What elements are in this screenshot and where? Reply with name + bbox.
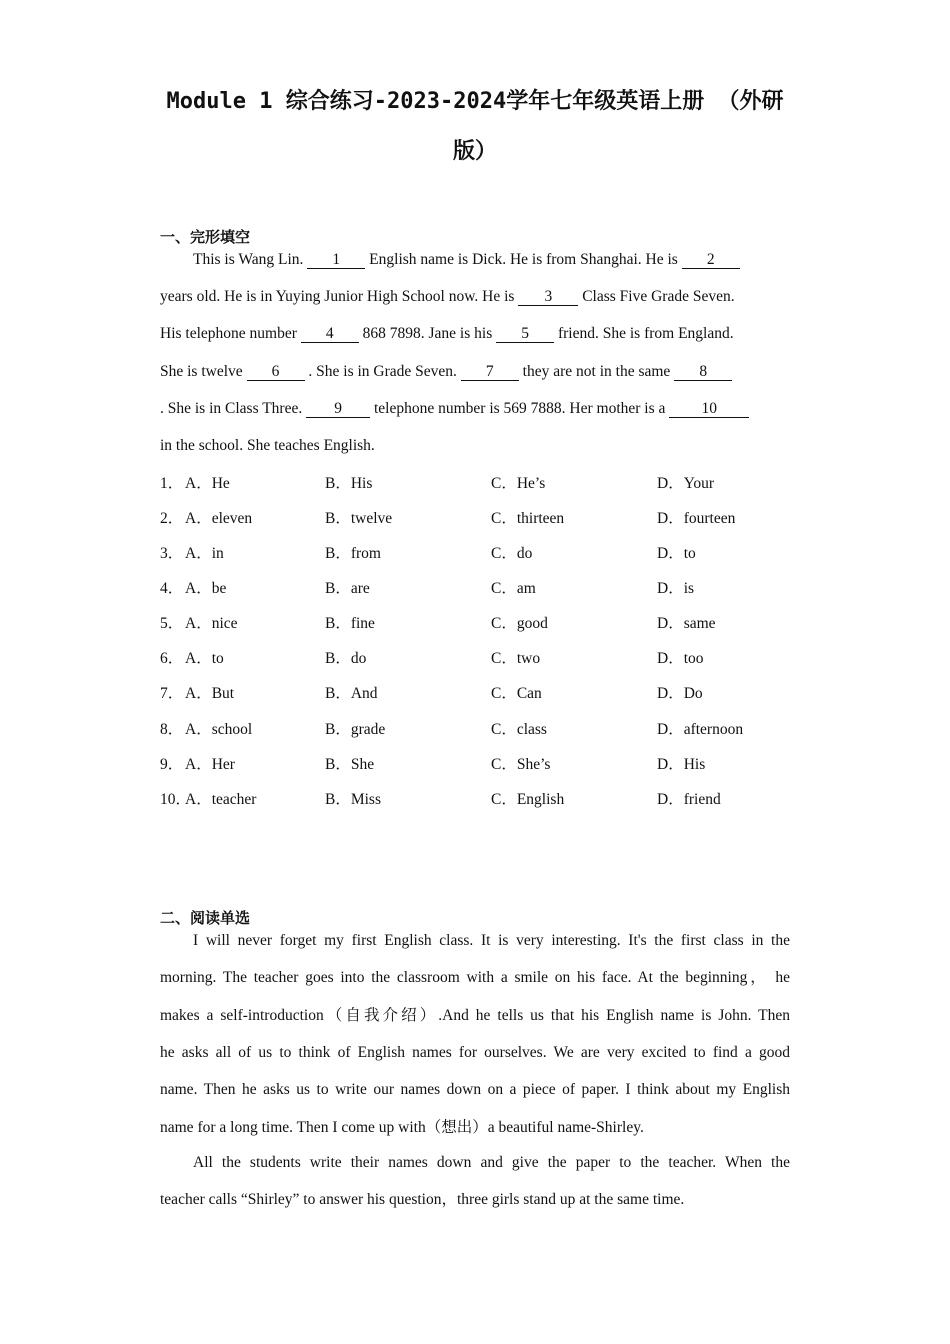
document-title-line-1: Module 1 综合练习-2023-2024学年七年级英语上册 （外研 bbox=[166, 89, 784, 114]
passage-line: years old. He is in Yuying Junior High School now. He is 3 Class Five Grade Seven. bbox=[160, 288, 735, 305]
option-d[interactable]: D．Do bbox=[657, 685, 703, 702]
option-b[interactable]: B．fine bbox=[325, 615, 375, 632]
option-b[interactable]: B．And bbox=[325, 685, 378, 702]
option-c[interactable]: C．thirteen bbox=[491, 510, 565, 527]
option-c[interactable]: C．two bbox=[491, 650, 541, 667]
question-number: 1． bbox=[160, 475, 184, 492]
option-a[interactable]: A．be bbox=[185, 580, 227, 597]
option-row bbox=[160, 787, 800, 809]
option-b[interactable]: B．twelve bbox=[325, 510, 393, 527]
option-d[interactable]: D．is bbox=[657, 580, 695, 597]
option-a[interactable]: A．But bbox=[185, 685, 235, 702]
passage-line: in the school. She teaches English. bbox=[160, 437, 375, 454]
option-a[interactable]: A．He bbox=[185, 475, 230, 492]
reading-line: name for a long time. Then I come up with（想出）a beautiful name-Shirley. bbox=[160, 1119, 644, 1136]
reading-line: morning. The teacher goes into the classroom with a smile on his face. At the beginning， he bbox=[160, 969, 790, 986]
option-c[interactable]: C．She’s bbox=[491, 756, 551, 773]
option-row bbox=[160, 471, 800, 493]
question-number: 3． bbox=[160, 545, 184, 562]
question-number: 5． bbox=[160, 615, 184, 632]
option-d[interactable]: D．friend bbox=[657, 791, 721, 808]
passage-line: She is twelve 6 . She is in Grade Seven. 7 they are not in the same 8 bbox=[160, 362, 790, 382]
document-title-line-2: 版） bbox=[452, 139, 497, 164]
option-row bbox=[160, 506, 800, 528]
option-b[interactable]: B．do bbox=[325, 650, 367, 667]
reading-line: All the students write their names down and give the paper to the teacher. When the bbox=[193, 1154, 790, 1171]
option-b[interactable]: B．grade bbox=[325, 721, 386, 738]
option-b[interactable]: B．His bbox=[325, 475, 373, 492]
blank-2[interactable]: 2 bbox=[682, 251, 740, 269]
option-c[interactable]: C．am bbox=[491, 580, 536, 597]
blank-1[interactable]: 1 bbox=[307, 251, 365, 269]
blank-5[interactable]: 5 bbox=[496, 325, 554, 343]
passage-line: This is Wang Lin. 1 English name is Dick. He is from Shanghai. He is 2 bbox=[193, 250, 790, 270]
option-row bbox=[160, 717, 800, 739]
option-c[interactable]: C．He’s bbox=[491, 475, 546, 492]
blank-8[interactable]: 8 bbox=[674, 363, 732, 381]
option-a[interactable]: A．to bbox=[185, 650, 224, 667]
option-c[interactable]: C．class bbox=[491, 721, 547, 738]
section-heading-reading: 二、阅读单选 bbox=[160, 909, 251, 927]
question-number: 9． bbox=[160, 756, 184, 773]
option-a[interactable]: A．Her bbox=[185, 756, 235, 773]
question-number: 4． bbox=[160, 580, 184, 597]
question-number: 7． bbox=[160, 685, 184, 702]
blank-3[interactable]: 3 bbox=[518, 288, 578, 306]
option-b[interactable]: B．She bbox=[325, 756, 375, 773]
option-a[interactable]: A．school bbox=[185, 721, 253, 738]
option-d[interactable]: D．afternoon bbox=[657, 721, 744, 738]
option-c[interactable]: C．do bbox=[491, 545, 533, 562]
option-row bbox=[160, 646, 800, 668]
option-row bbox=[160, 541, 800, 563]
reading-line: name. Then he asks us to write our names down on a piece of paper. I think about my English bbox=[160, 1081, 790, 1098]
blank-10[interactable]: 10 bbox=[669, 400, 749, 418]
option-row bbox=[160, 611, 800, 633]
blank-9[interactable]: 9 bbox=[306, 400, 370, 418]
question-number: 8． bbox=[160, 721, 184, 738]
option-c[interactable]: C．good bbox=[491, 615, 548, 632]
option-d[interactable]: D．too bbox=[657, 650, 704, 667]
reading-line: teacher calls “Shirley” to answer his question，three girls stand up at the same time. bbox=[160, 1191, 685, 1208]
reading-line: I will never forget my first English class. It is very interesting. It's the first class in the bbox=[193, 932, 790, 949]
option-c[interactable]: C．Can bbox=[491, 685, 542, 702]
blank-4[interactable]: 4 bbox=[301, 325, 359, 343]
option-a[interactable]: A．nice bbox=[185, 615, 238, 632]
option-c[interactable]: C．English bbox=[491, 791, 565, 808]
question-number: 10． bbox=[160, 791, 192, 808]
option-b[interactable]: B．Miss bbox=[325, 791, 381, 808]
question-number: 2． bbox=[160, 510, 184, 527]
option-d[interactable]: D．His bbox=[657, 756, 706, 773]
option-d[interactable]: D．to bbox=[657, 545, 696, 562]
reading-line: he asks all of us to think of English names for ourselves. We are very excited to find a good bbox=[160, 1044, 790, 1061]
section-heading-cloze: 一、完形填空 bbox=[160, 228, 251, 246]
option-a[interactable]: A．in bbox=[185, 545, 224, 562]
option-b[interactable]: B．are bbox=[325, 580, 370, 597]
option-d[interactable]: D．same bbox=[657, 615, 716, 632]
reading-line: makes a self-introduction（自我介绍）.And he tells us that his English name is John. Then bbox=[160, 1007, 790, 1024]
option-a[interactable]: A．eleven bbox=[185, 510, 253, 527]
option-d[interactable]: D．Your bbox=[657, 475, 714, 492]
passage-line: . She is in Class Three. 9 telephone number is 569 7888. Her mother is a 10 bbox=[160, 399, 790, 419]
option-row bbox=[160, 681, 800, 703]
option-a[interactable]: A．teacher bbox=[185, 791, 257, 808]
option-b[interactable]: B．from bbox=[325, 545, 381, 562]
question-number: 6． bbox=[160, 650, 184, 667]
blank-6[interactable]: 6 bbox=[247, 363, 305, 381]
blank-7[interactable]: 7 bbox=[461, 363, 519, 381]
option-row bbox=[160, 576, 800, 598]
option-d[interactable]: D．fourteen bbox=[657, 510, 736, 527]
option-row bbox=[160, 752, 800, 774]
passage-line: His telephone number 4 868 7898. Jane is his 5 friend. She is from England. bbox=[160, 325, 734, 342]
